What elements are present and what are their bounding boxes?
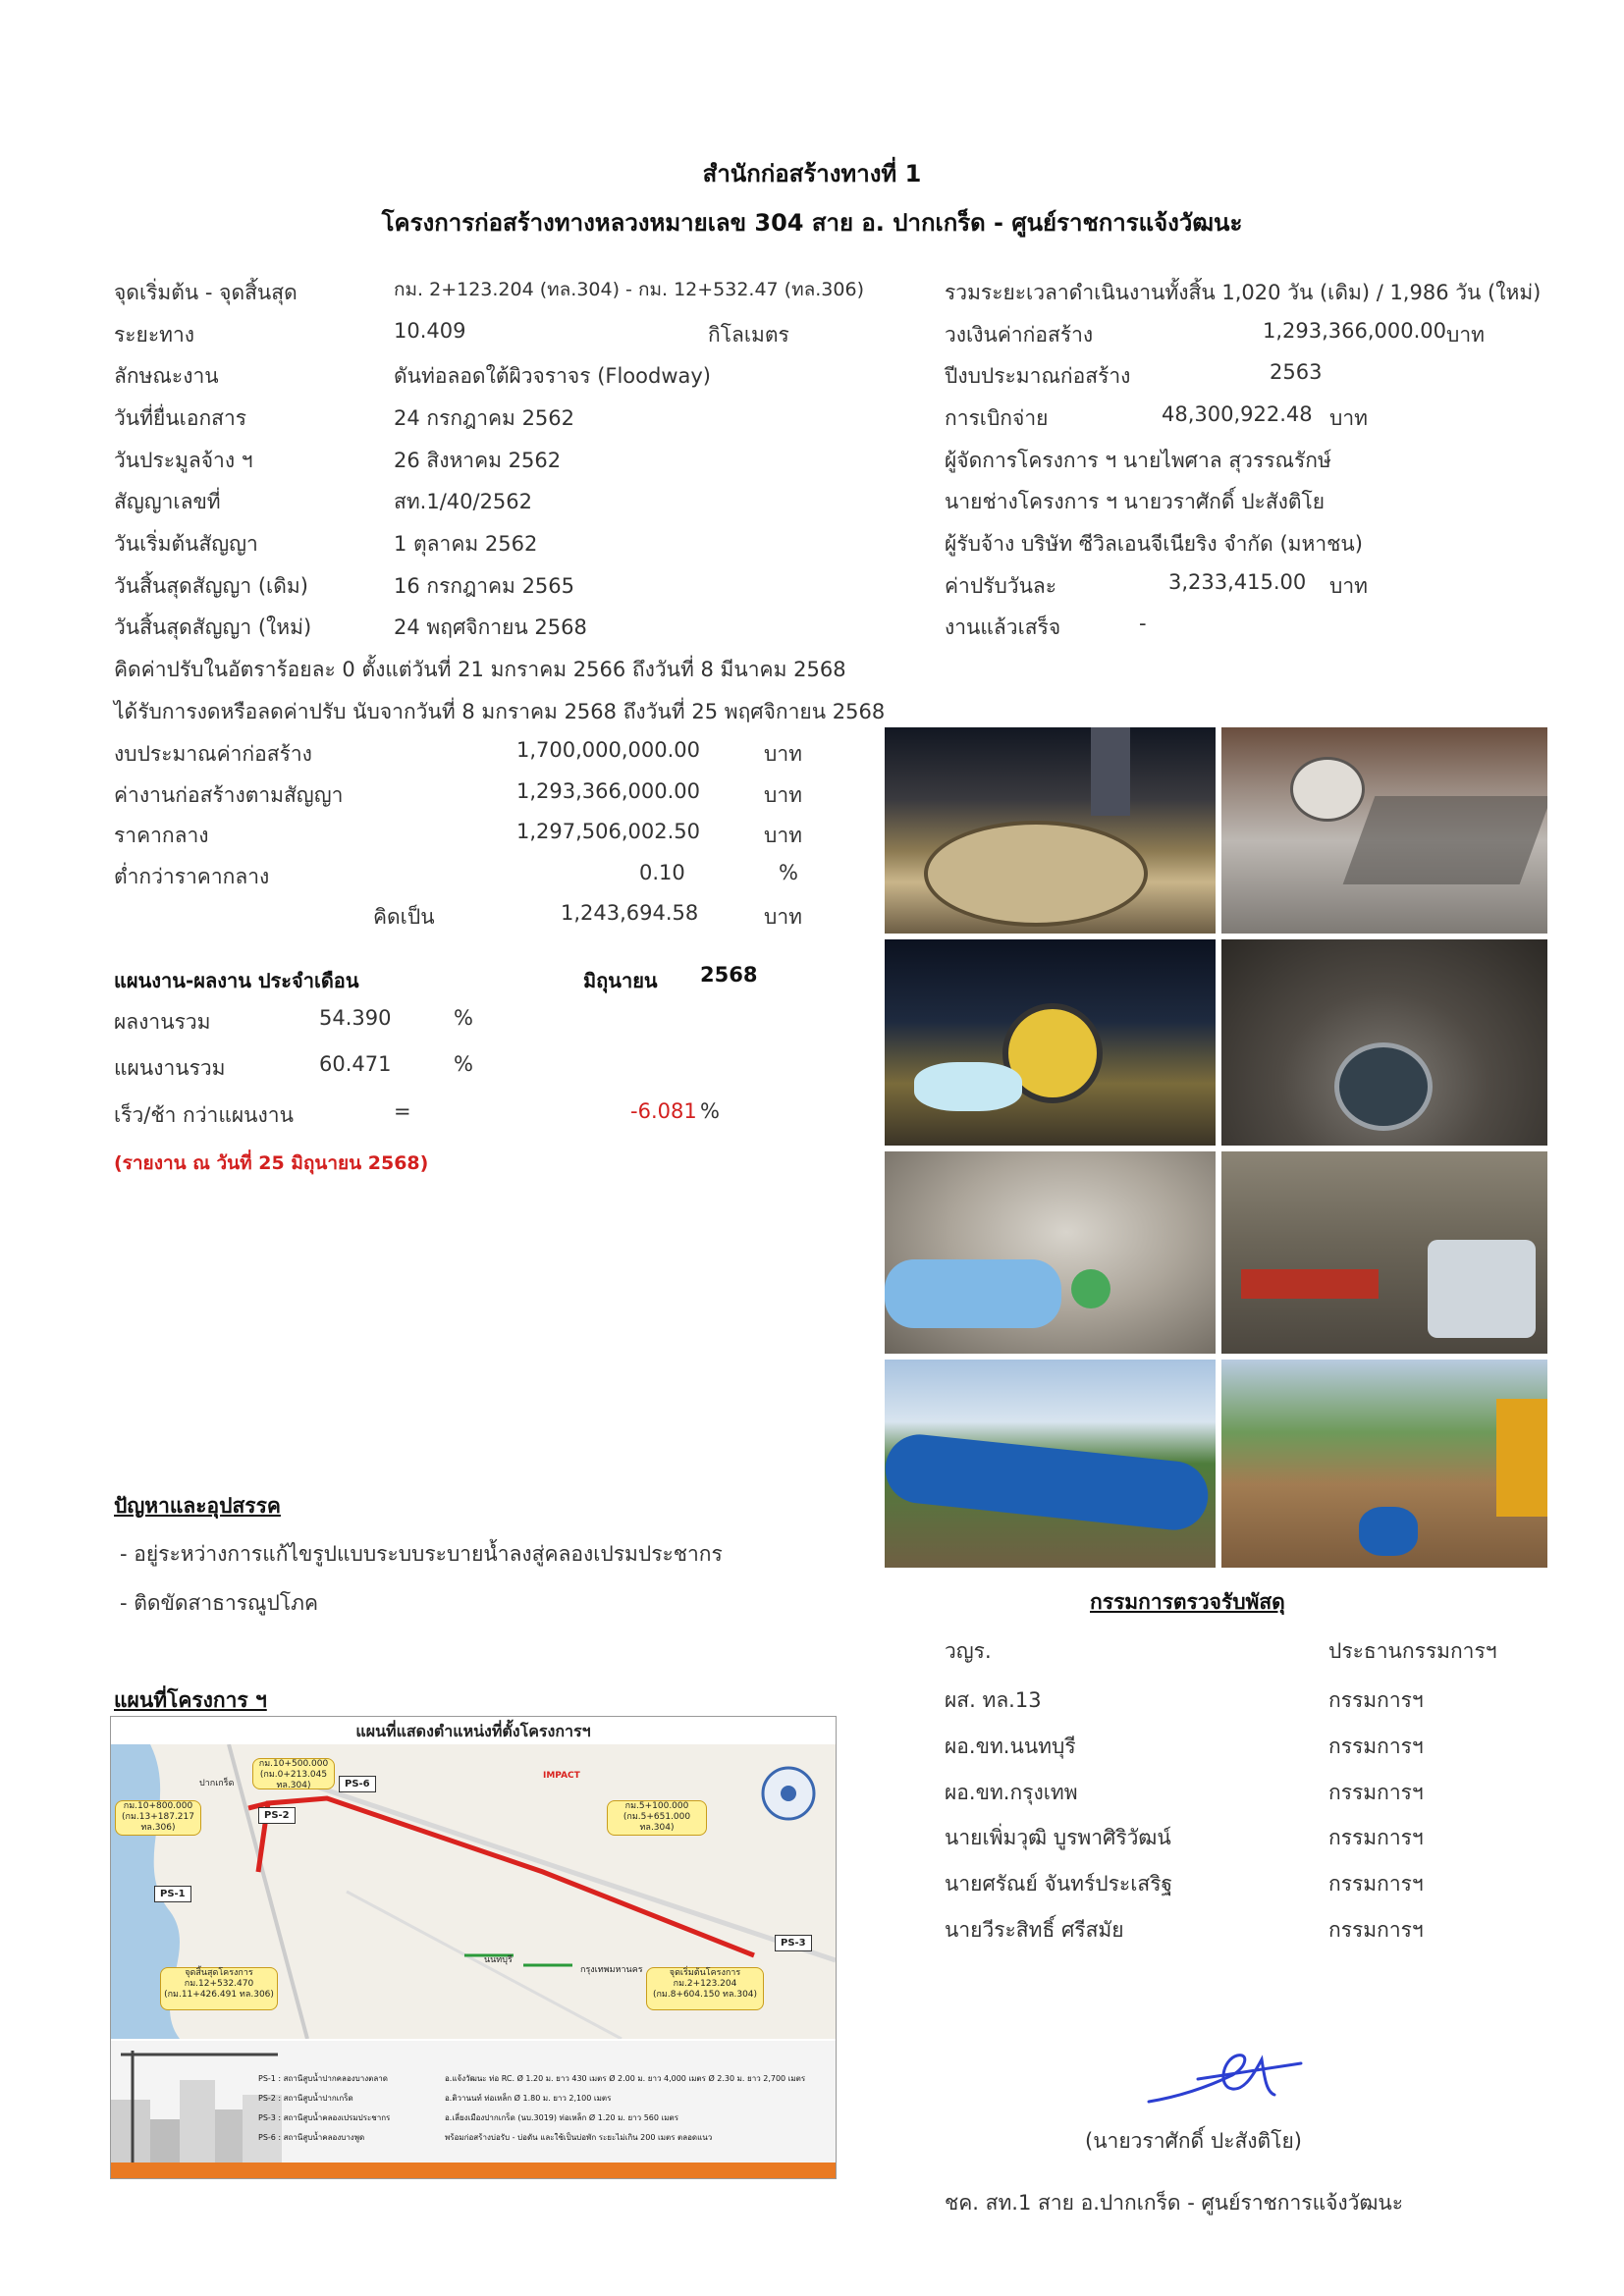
problem-item: - ติดขัดสาธารณูปโภค — [120, 1591, 319, 1615]
project-map — [110, 1716, 837, 2179]
budget-unit: บาท — [1446, 323, 1485, 347]
map-callout: กม.10+800.000 (กม.13+187.217 ทล.306) — [115, 1800, 201, 1836]
cost-value: 1,700,000,000.00 — [516, 738, 701, 762]
committee-role: กรรมการฯ — [1328, 1735, 1424, 1758]
cost-label: งบประมาณค่าก่อสร้าง — [114, 742, 312, 766]
cost-unit: บาท — [764, 783, 802, 807]
disburse-value: 48,300,922.48 — [1162, 402, 1313, 426]
info-label: วันที่ยื่นเอกสาร — [114, 406, 247, 430]
committee-role: กรรมการฯ — [1328, 1781, 1424, 1804]
cost-unit: บาท — [764, 824, 802, 847]
cost-label: ค่างานก่อสร้างตามสัญญา — [114, 783, 344, 807]
cost-unit: บาท — [764, 905, 802, 929]
site-photo-5 — [885, 1151, 1216, 1354]
info-value: 10.409 — [394, 319, 466, 343]
site-photo-4 — [1221, 939, 1547, 1146]
info-label: วันสิ้นสุดสัญญา (เดิม) — [114, 574, 308, 598]
diff-label: เร็ว/ช้า กว่าแผนงาน — [114, 1103, 294, 1127]
ps-marker: PS-3 — [775, 1935, 812, 1951]
cost-value: 1,293,366,000.00 — [516, 779, 701, 803]
place-label: ปากเกร็ด — [199, 1779, 235, 1789]
site-photo-7 — [885, 1360, 1216, 1568]
map-callout: จุดเริ่มต้นโครงการ กม.2+123.204 (กม.8+604.150 ทล.304) — [646, 1967, 764, 2010]
cost-value: 1,297,506,002.50 — [516, 820, 701, 843]
cost-value: 1,243,694.58 — [561, 901, 699, 925]
committee-name: นายเพิ่มวุฒิ บูรพาศิริวัฒน์ — [945, 1826, 1171, 1849]
committee-role: ประธานกรรมการฯ — [1328, 1639, 1497, 1663]
info-label: วันเริ่มต้นสัญญา — [114, 532, 258, 556]
signature-position: ชค. สท.1 สาย อ.ปากเกร็ด - ศูนย์ราชการแจ้งวัฒนะ — [945, 2191, 1404, 2215]
site-photo-8 — [1221, 1360, 1547, 1568]
fine-label: ค่าปรับวันละ — [945, 574, 1057, 598]
place-label: IMPACT — [543, 1771, 580, 1781]
map-legend-item: PS-2 : สถานีสูบน้ำปากเกร็ด — [258, 2094, 353, 2103]
info-label: วันประมูลจ้าง ฯ — [114, 449, 253, 472]
map-legend-pipe: พร้อมก่อสร้างบ่อรับ - บ่อดัน และใช้เป็นบ่อพัก ระยะไม่เกิน 200 เมตร ตลอดแนว — [445, 2133, 713, 2142]
committee-name: นายวีระสิทธิ์ ศรีสมัย — [945, 1918, 1124, 1942]
fiscal-value: 2563 — [1270, 360, 1323, 384]
info-label: ลักษณะงาน — [114, 364, 219, 388]
info-label: วันสิ้นสุดสัญญา (ใหม่) — [114, 615, 312, 639]
diff-equals: = — [394, 1099, 411, 1123]
cost-label: ราคากลาง — [114, 824, 209, 847]
engineer-text: นายช่างโครงการ ฯ นายวราศักดิ์ ปะสังติโย — [945, 490, 1326, 513]
info-label: ระยะทาง — [114, 323, 195, 347]
actual-label: ผลงานรวม — [114, 1010, 211, 1034]
place-label: กรุงเทพมหานคร — [580, 1965, 643, 1975]
map-callout: กม.5+100.000 (กม.5+651.000 ทล.304) — [607, 1800, 707, 1836]
map-callout: กม.10+500.000 (กม.0+213.045 ทล.304) — [252, 1758, 335, 1789]
progress-month: มิถุนายน — [583, 969, 658, 992]
fiscal-label: ปีงบประมาณก่อสร้าง — [945, 364, 1131, 388]
map-footer-graphic — [111, 2041, 836, 2178]
committee-name: ผอ.ขท.กรุงเทพ — [945, 1781, 1078, 1804]
info-value: 16 กรกฎาคม 2565 — [394, 574, 575, 598]
budget-label: วงเงินค่าก่อสร้าง — [945, 323, 1094, 347]
plan-unit: % — [454, 1052, 473, 1076]
diff-value: -6.081 — [630, 1099, 697, 1123]
info-label: จุดเริ่มต้น - จุดสิ้นสุด — [114, 281, 298, 304]
duration-text: รวมระยะเวลาดำเนินงานทั้งสิ้น 1,020 วัน (เดิม) / 1,986 วัน (ใหม่) — [945, 281, 1542, 304]
cost-unit: % — [779, 861, 798, 884]
info-value: 1 ตุลาคม 2562 — [394, 532, 538, 556]
committee-heading: กรรมการตรวจรับพัสดุ — [1090, 1590, 1285, 1614]
site-photo-2 — [1221, 727, 1547, 934]
map-legend-item: PS-3 : สถานีสูบน้ำคลองเปรมประชากร — [258, 2113, 391, 2122]
committee-role: กรรมการฯ — [1328, 1872, 1424, 1896]
cost-value: 0.10 — [639, 861, 685, 884]
budget-value: 1,293,366,000.00 — [1263, 319, 1447, 343]
fine-value: 3,233,415.00 — [1168, 570, 1307, 594]
signature-image — [1139, 2038, 1306, 2116]
ps-marker: PS-2 — [258, 1807, 296, 1824]
site-photo-3 — [885, 939, 1216, 1146]
info-value: สท.1/40/2562 — [394, 490, 533, 513]
committee-role: กรรมการฯ — [1328, 1918, 1424, 1942]
actual-unit: % — [454, 1006, 473, 1030]
map-legend-pipe: อ.แจ้งวัฒนะ ท่อ RC. Ø 1.20 ม. ยาว 430 เมตร Ø 2.00 ม. ยาว 4,000 เมตร Ø 2.30 ม. ยาว 2,700 เมตร — [445, 2074, 806, 2083]
problems-heading: ปัญหาและอุปสรรค — [114, 1494, 281, 1518]
problem-item: - อยู่ระหว่างการแก้ไขรูปแบบระบบระบายน้ำลงสู่คลองเปรมประชากร — [120, 1542, 723, 1566]
info-value: ดันท่อลอดใต้ผิวจราจร (Floodway) — [394, 364, 711, 388]
manager-text: ผู้จัดการโครงการ ฯ นายไพศาล สุวรรณรักษ์ — [945, 449, 1331, 472]
cost-label: ต่ำกว่าราคากลาง — [114, 865, 270, 888]
info-value: 26 สิงหาคม 2562 — [394, 449, 562, 472]
diff-unit: % — [700, 1099, 720, 1123]
actual-value: 54.390 — [319, 1006, 392, 1030]
committee-name: นายศรัณย์ จันทร์ประเสริฐ — [945, 1872, 1173, 1896]
map-title: แผนที่แสดงตำแหน่งที่ตั้งโครงการฯ — [355, 1722, 591, 1740]
fine-unit: บาท — [1329, 574, 1368, 598]
committee-role: กรรมการฯ — [1328, 1688, 1424, 1712]
done-value: - — [1139, 612, 1147, 635]
plan-label: แผนงานรวม — [114, 1056, 226, 1080]
place-label: นนทบุรี — [484, 1955, 513, 1965]
ps-marker: PS-1 — [154, 1886, 191, 1902]
map-heading: แผนที่โครงการ ฯ — [114, 1688, 267, 1712]
cost-unit: บาท — [764, 742, 802, 766]
map-legend-item: PS-6 : สถานีสูบน้ำคลองบางพูด — [258, 2133, 365, 2142]
signature-name: (นายวราศักดิ์ ปะสังติโย) — [1085, 2129, 1302, 2153]
progress-year: 2568 — [700, 963, 758, 987]
plan-value: 60.471 — [319, 1052, 392, 1076]
info-value: กม. 2+123.204 (ทล.304) - กม. 12+532.47 (ทล.306) — [394, 279, 864, 300]
map-legend-pipe: อ.เลี่ยงเมืองปากเกร็ด (นบ.3019) ท่อเหล็ก Ø 1.20 ม. ยาว 560 เมตร — [445, 2113, 679, 2122]
info-unit: กิโลเมตร — [708, 323, 789, 347]
project-title: โครงการก่อสร้างทางหลวงหมายเลข 304 สาย อ. ปากเกร็ด - ศูนย์ราชการแจ้งวัฒนะ — [381, 209, 1243, 237]
penalty-line: ได้รับการงดหรือลดค่าปรับ นับจากวันที่ 8 มกราคม 2568 ถึงวันที่ 25 พฤศจิกายน 2568 — [114, 700, 886, 723]
office-title: สำนักก่อสร้างทางที่ 1 — [702, 160, 922, 187]
committee-role: กรรมการฯ — [1328, 1826, 1424, 1849]
committee-name: ผอ.ขท.นนทบุรี — [945, 1735, 1076, 1758]
cost-label: คิดเป็น — [373, 905, 435, 929]
map-legend-pipe: อ.ติวานนท์ ท่อเหล็ก Ø 1.80 ม. ยาว 2,100 เมตร — [445, 2094, 612, 2103]
penalty-line: คิดค่าปรับในอัตราร้อยละ 0 ตั้งแต่วันที่ 21 มกราคม 2566 ถึงวันที่ 8 มีนาคม 2568 — [114, 658, 846, 681]
ps-marker: PS-6 — [339, 1776, 376, 1792]
info-value: 24 กรกฎาคม 2562 — [394, 406, 575, 430]
info-value: 24 พฤศจิกายน 2568 — [394, 615, 587, 639]
disburse-label: การเบิกจ่าย — [945, 406, 1049, 430]
map-callout: จุดสิ้นสุดโครงการ กม.12+532.470 (กม.11+426.491 ทล.306) — [160, 1967, 278, 2010]
map-legend-item: PS-1 : สถานีสูบน้ำปากคลองบางตลาด — [258, 2074, 388, 2083]
site-photo-1 — [885, 727, 1216, 934]
info-label: สัญญาเลขที่ — [114, 490, 221, 513]
committee-name: ผส. ทล.13 — [945, 1688, 1042, 1712]
contractor-text: ผู้รับจ้าง บริษัท ซีวิลเอนจีเนียริง จำกัด (มหาชน) — [945, 532, 1363, 556]
done-label: งานแล้วเสร็จ — [945, 615, 1061, 639]
committee-name: วญร. — [945, 1639, 992, 1663]
report-date: (รายงาน ณ วันที่ 25 มิถุนายน 2568) — [114, 1152, 429, 1174]
progress-heading: แผนงาน-ผลงาน ประจำเดือน — [114, 969, 359, 992]
site-photo-6 — [1221, 1151, 1547, 1354]
disburse-unit: บาท — [1329, 406, 1368, 430]
